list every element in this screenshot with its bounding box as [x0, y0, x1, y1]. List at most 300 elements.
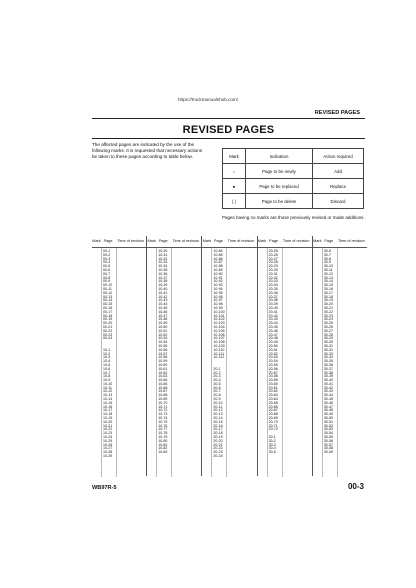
- page-entry: 10-62: [158, 370, 168, 375]
- page-entry: 00-6: [103, 267, 111, 272]
- page-entry: 20-3: [213, 374, 221, 379]
- page-entry: 10-39: [158, 283, 168, 288]
- page-entry: 20-4: [213, 378, 221, 383]
- page-entry: 20-20: [213, 438, 223, 443]
- mark-cell: [147, 248, 157, 477]
- page-entry: 10-80: [158, 438, 168, 443]
- legend-indication: Page to be newly: [246, 164, 313, 179]
- column-header: [147, 236, 201, 248]
- page-entry: 30-55: [323, 435, 334, 440]
- page-entry: 10-25: [103, 438, 113, 443]
- intro-paragraph: The affected pages are indicated by the use of the following marks. It is requested that necessary actions be taken to these pages according to table below.: [92, 142, 203, 160]
- page-entry: 10-43: [158, 298, 168, 303]
- header-rule: [92, 118, 365, 119]
- page-entry: 30-44: [323, 393, 334, 398]
- page-entry: 10-20: [103, 419, 113, 424]
- page-cell: [268, 248, 283, 477]
- page-entry: 10-21: [103, 423, 113, 428]
- page-entry: 20-24: [213, 454, 223, 459]
- page-entry: 10-45: [158, 305, 168, 310]
- page-entry: 10-37: [158, 275, 168, 280]
- page-entry: 20-47: [268, 332, 278, 337]
- page-entry: 00-5: [103, 264, 111, 269]
- page-entry: 10-94: [213, 286, 223, 291]
- page-entry: 20-12: [213, 408, 223, 413]
- page-entry: 30-34: [323, 355, 334, 360]
- page-entry: 10-5: [103, 362, 111, 367]
- page-entry: 10-36: [158, 271, 168, 276]
- page-entry: 20-41: [268, 309, 278, 314]
- page-entry: 20-34: [268, 283, 278, 288]
- page-entry: 10-84: [213, 249, 223, 253]
- page-entry: 30-24: [323, 317, 334, 322]
- legend-indication: Page to be replaced: [246, 179, 313, 194]
- source-url: https://truckmanualshub.com/: [177, 97, 238, 102]
- page-entry: 10-49: [158, 321, 168, 326]
- header-time: Time of revision: [338, 238, 365, 243]
- page-entry: 10-110: [213, 347, 225, 352]
- page-entry: 30-14: [323, 279, 334, 284]
- page-entry: 10-35: [158, 267, 168, 272]
- header-time: Time of revision: [117, 238, 144, 243]
- page-entry: 30-1: [268, 435, 276, 440]
- page-entry: 10-55: [158, 343, 168, 348]
- page-entry: 30-10: [323, 264, 334, 269]
- page-entry: 10-41: [158, 290, 168, 295]
- column-header: [202, 236, 256, 248]
- page-entry: 20-43: [268, 317, 278, 322]
- page-entry: 10-74: [158, 416, 168, 421]
- page-entry: 10-53: [158, 336, 168, 341]
- time-cell: [117, 248, 146, 477]
- page-entry: 20-13: [213, 412, 223, 417]
- page-entry: 30-13: [323, 275, 334, 280]
- page-entry: 30-58: [323, 446, 334, 451]
- page-entry: 10-91: [213, 275, 223, 280]
- page-entry: 20-53: [268, 355, 278, 360]
- page-entry: 20-26: [268, 252, 278, 257]
- page-entry: 10-19: [103, 416, 113, 421]
- page-entry: 30-27: [323, 328, 334, 333]
- page-entry: 20-40: [268, 305, 278, 310]
- time-cell: [338, 248, 367, 477]
- page-entry: 20-54: [268, 359, 278, 364]
- page-entry: 00-11: [103, 286, 112, 291]
- page-entry: 10-108: [213, 340, 225, 345]
- page-entry: 10-71: [158, 404, 168, 409]
- page-entry: 10-18: [103, 412, 113, 417]
- page-entry: 10-33: [158, 260, 168, 265]
- page-entry: 20-49: [268, 340, 278, 345]
- page-entry: 20-61: [268, 385, 278, 390]
- page-entry: 10-10: [103, 381, 113, 386]
- time-cell: [283, 248, 312, 477]
- page-entry: 30-9: [323, 260, 332, 265]
- page-entry: 30-42: [323, 385, 334, 390]
- page-entry: 30-5: [268, 450, 276, 455]
- legend-action: Add: [313, 164, 364, 179]
- page-entry: 10-83: [158, 450, 168, 455]
- header-page: Page: [269, 238, 279, 243]
- page-entry: 10-89: [213, 267, 223, 272]
- page-entry: 20-32: [268, 275, 278, 280]
- page-entry: 10-82: [158, 446, 168, 451]
- page-entry: 20-68: [268, 412, 278, 417]
- page-entry: 10-44: [158, 302, 168, 307]
- page-entry: 10-14: [103, 397, 113, 402]
- page-cell: [323, 248, 338, 477]
- header-page: Page: [158, 238, 168, 243]
- page-entry: 10-73: [158, 412, 168, 417]
- page-entry: 10-15: [103, 400, 113, 405]
- page-entry: 10-30: [158, 249, 168, 253]
- page-entry: 20-70: [268, 419, 278, 424]
- legend-action: Replace: [313, 179, 364, 194]
- page-entry: 10-50: [158, 324, 168, 329]
- page-entry: 10-38: [158, 279, 168, 284]
- page-entry: 20-38: [268, 298, 278, 303]
- page-entry: 30-51: [323, 419, 334, 424]
- page-entry: 20-27: [268, 256, 278, 261]
- page-entry: 30-12: [323, 271, 334, 276]
- page-entry: 30-29: [323, 336, 334, 341]
- page-entry: 20-11: [213, 404, 223, 409]
- legend-header-row: [223, 149, 364, 164]
- page-entry: 10-1: [103, 347, 111, 352]
- legend-row: [223, 194, 364, 209]
- page-entry: 20-69: [268, 416, 278, 421]
- hollow-circle-icon: ○: [223, 164, 246, 179]
- revision-table: [92, 236, 367, 476]
- page-entry: 30-56: [323, 438, 334, 443]
- page-entry: 20-62: [268, 389, 278, 394]
- page-entry: 20-60: [268, 381, 278, 386]
- page-entry: 30-22: [323, 309, 334, 314]
- page-entry: 10-70: [158, 400, 168, 405]
- page-entry: 10-98: [213, 302, 223, 307]
- page-entry: 30-2: [268, 438, 276, 443]
- page-entry: 30-47: [323, 404, 334, 409]
- mark-cell: [202, 248, 212, 477]
- page-entry: 30-39: [323, 374, 334, 379]
- page-entry: 20-50: [268, 343, 278, 348]
- revision-column: [146, 236, 201, 476]
- page-entry: 30-36: [323, 362, 334, 367]
- page-cell: [157, 248, 172, 477]
- page-entry: 00-23: [103, 332, 113, 337]
- page-entry: 10-97: [213, 298, 223, 303]
- header-page: Page: [324, 238, 334, 243]
- page-entry: 10-61: [158, 366, 168, 371]
- page-entry: 20-72: [268, 427, 278, 432]
- page-entry: 10-88: [213, 264, 223, 269]
- page-entry: 20-56: [268, 366, 278, 371]
- header-time: Time of revision: [172, 238, 200, 243]
- page-entry: 10-32: [158, 256, 168, 261]
- page-entry: 10-52: [158, 332, 168, 337]
- page-entry: 20-55: [268, 362, 278, 367]
- page-entry: 20-58: [268, 374, 278, 379]
- page-entry: 10-90: [213, 271, 223, 276]
- column-header: [258, 236, 312, 248]
- page-entry: 30-59: [323, 450, 334, 455]
- page-entry: 10-40: [158, 286, 168, 291]
- page-entry: 00-15: [103, 302, 113, 307]
- page-entry: 00-19: [103, 317, 113, 322]
- time-cell: [227, 248, 256, 477]
- page-entry: 10-65: [158, 381, 168, 386]
- page-entry: 30-50: [323, 416, 334, 421]
- page-entry: 30-38: [323, 370, 334, 375]
- page-entry: 30-11: [323, 267, 333, 272]
- page-entry: 10-42: [158, 294, 168, 299]
- column-header: [92, 236, 146, 248]
- page-entry: 10-72: [158, 408, 168, 413]
- mark-cell: [313, 248, 323, 477]
- page-entry: 30-35: [323, 359, 334, 364]
- page-entry: 10-96: [213, 294, 223, 299]
- page-entry: 10-66: [158, 385, 168, 390]
- page-entry: 10-34: [158, 264, 168, 269]
- page-entry: 20-10: [213, 400, 223, 405]
- page-entry: 10-112: [213, 355, 225, 360]
- page-entry: 00-18: [103, 313, 113, 318]
- header-time: Time of revision: [282, 238, 310, 243]
- page-entry: 20-15: [213, 419, 223, 424]
- legend-row: [223, 179, 364, 194]
- page-entry: 10-48: [158, 317, 168, 322]
- page-entry: 20-64: [268, 397, 278, 402]
- page-entry: 10-6: [103, 366, 111, 371]
- filled-circle-icon: ●: [223, 179, 246, 194]
- page-entry: 10-8: [103, 374, 111, 379]
- page-entry: 30-17: [323, 290, 334, 295]
- page-entry: 10-81: [158, 442, 168, 447]
- page-entry: 10-102: [213, 317, 225, 322]
- page-entry: 10-64: [158, 378, 168, 383]
- column-header: [313, 236, 367, 248]
- revision-column: [92, 236, 146, 476]
- page-entry: 00-2: [103, 252, 111, 257]
- page-entry: 30-40: [323, 378, 334, 383]
- page-entry: 20-6: [213, 385, 221, 390]
- page-entry: 20-33: [268, 279, 278, 284]
- page-entry: 20-5: [213, 381, 221, 386]
- page-entry: 10-87: [213, 260, 223, 265]
- page-entry: 30-25: [323, 321, 334, 326]
- page-entry: 20-46: [268, 328, 278, 333]
- page-entry: 30-8: [323, 256, 332, 261]
- page-entry: 10-75: [158, 419, 168, 424]
- page-entry: 10-11: [103, 385, 112, 390]
- header-mark: Mark: [313, 238, 322, 243]
- page-entry: 20-51: [268, 347, 278, 352]
- page-entry: 10-63: [158, 374, 168, 379]
- header-mark: Mark: [202, 238, 212, 243]
- page-entry: 10-101: [213, 313, 225, 318]
- page-entry: 00-17: [103, 309, 113, 314]
- page-entry: 20-45: [268, 324, 278, 329]
- page-entry: 30-45: [323, 397, 334, 402]
- page-entry: 10-3: [103, 355, 111, 360]
- page-entry: 20-35: [268, 286, 278, 291]
- page-entry: 20-19: [213, 435, 223, 440]
- page-entry: 00-9: [103, 279, 111, 284]
- page-entry: 10-68: [158, 393, 168, 398]
- page-entry: 10-22: [103, 427, 113, 432]
- page-entry: 10-109: [213, 343, 225, 348]
- page-entry: 10-107: [213, 336, 225, 341]
- legend-table: [222, 148, 364, 209]
- page-entry: 30-23: [323, 313, 334, 318]
- page-entry: 20-65: [268, 400, 278, 405]
- page-entry: 20-48: [268, 336, 278, 341]
- revision-column: [312, 236, 367, 476]
- page-entry: 30-16: [323, 286, 334, 291]
- page-entry: 30-7: [323, 252, 332, 257]
- page-entry: 10-99: [213, 305, 223, 310]
- page-entry: 10-12: [103, 389, 113, 394]
- page-entry: 00-3: [103, 256, 111, 261]
- page-entry: 10-2: [103, 351, 111, 356]
- running-header: REVISED PAGES: [314, 110, 360, 116]
- page-entry: 20-44: [268, 321, 278, 326]
- header-time: Time of revision: [227, 238, 255, 243]
- page-entry: 30-3: [268, 442, 276, 447]
- page-entry: 10-16: [103, 404, 113, 409]
- page-entry: 20-2: [213, 370, 221, 375]
- page-entry: 30-4: [268, 446, 276, 451]
- page-entry: 30-18: [323, 294, 334, 299]
- page-entry: 10-95: [213, 290, 223, 295]
- page-entry: 20-22: [213, 446, 223, 451]
- page-entry: 00-12: [103, 290, 113, 295]
- page-entry: 10-69: [158, 397, 168, 402]
- model-number: WB97R-5: [92, 485, 117, 491]
- page-entry: 20-67: [268, 408, 278, 413]
- page-entry: 10-92: [213, 279, 223, 284]
- legend-action: Discard: [313, 194, 364, 209]
- page-entry: 20-71: [268, 423, 278, 428]
- page-entry: 10-47: [158, 313, 168, 318]
- page-entry: 20-63: [268, 393, 278, 398]
- page-entry: 20-66: [268, 404, 278, 409]
- page-entry: 00-16: [103, 305, 113, 310]
- header-mark: Mark: [92, 238, 101, 243]
- page-entry: 10-57: [158, 351, 168, 356]
- page-entry: 10-100: [213, 309, 225, 314]
- title-rule: [92, 138, 365, 139]
- page-entry: 10-27: [103, 446, 113, 451]
- page-entry: 20-42: [268, 313, 278, 318]
- page-cell: [212, 248, 227, 477]
- page-entry: 10-106: [213, 332, 225, 337]
- page-entry: 10-104: [213, 324, 225, 329]
- page-cell: [102, 248, 117, 477]
- page-entry: 10-85: [213, 252, 223, 257]
- page-entry: 00-8: [103, 275, 111, 280]
- page-entry: 20-21: [213, 442, 223, 447]
- page-entry: 30-41: [323, 381, 334, 386]
- page-entry: 10-46: [158, 309, 168, 314]
- page-entry: 10-76: [158, 423, 168, 428]
- page-entry: 20-28: [268, 260, 278, 265]
- page-entry: 20-8: [213, 393, 221, 398]
- page-entry: 10-13: [103, 393, 113, 398]
- page-entry: 00-1: [103, 249, 111, 253]
- page-entry: 10-4: [103, 359, 111, 364]
- mark-cell: [258, 248, 268, 477]
- header-page: Page: [103, 238, 113, 243]
- page-entry: 30-6: [323, 249, 332, 253]
- page-entry: 30-48: [323, 408, 334, 413]
- revision-column: [257, 236, 312, 476]
- page-entry: 10-77: [158, 427, 168, 432]
- page-number: 00-3: [347, 482, 364, 491]
- page-entry: 30-43: [323, 389, 334, 394]
- mark-cell: [92, 248, 102, 477]
- page-entry: 20-52: [268, 351, 278, 356]
- legend-header-mark: Mark: [223, 149, 246, 164]
- page-entry: 10-58: [158, 355, 168, 360]
- page-entry: 20-9: [213, 397, 221, 402]
- page-entry: 30-28: [323, 332, 334, 337]
- page-entry: 30-30: [323, 340, 334, 345]
- page-entry: 10-26: [103, 442, 113, 447]
- page-entry: 20-16: [213, 423, 223, 428]
- page-entry: 20-7: [213, 389, 221, 394]
- header-page: Page: [213, 238, 223, 243]
- page-entry: 10-78: [158, 431, 168, 436]
- page-entry: 20-30: [268, 267, 278, 272]
- page-entry: 20-17: [213, 427, 223, 432]
- page-entry: 00-22: [103, 328, 113, 333]
- page-entry: 00-13: [103, 294, 113, 299]
- page-entry: 30-46: [323, 400, 334, 405]
- page-entry: 10-105: [213, 328, 225, 333]
- page-entry: 20-25: [268, 249, 278, 253]
- page-entry: 30-54: [323, 431, 334, 436]
- page-entry: 30-21: [323, 305, 334, 310]
- page-entry: 10-59: [158, 359, 168, 364]
- page-entry: 10-86: [213, 256, 223, 261]
- page-title: REVISED PAGES: [182, 124, 275, 136]
- page-entry: 10-7: [103, 370, 111, 375]
- page-entry: 30-33: [323, 351, 334, 356]
- page-entry: 00-4: [103, 260, 111, 265]
- legend-indication: Page to be delete: [246, 194, 313, 209]
- parentheses-mark: ( ): [223, 194, 246, 209]
- page-entry: 30-19: [323, 298, 334, 303]
- page-entry: 20-18: [213, 431, 223, 436]
- page-entry: 30-26: [323, 324, 334, 329]
- page-entry: 10-9: [103, 378, 111, 383]
- legend-header-action: Action required: [313, 149, 364, 164]
- page-entry: 10-54: [158, 340, 168, 345]
- legend-header-indication: Indication: [246, 149, 313, 164]
- header-mark: Mark: [257, 238, 267, 243]
- page-entry: 30-15: [323, 283, 334, 288]
- page-entry: 20-14: [213, 416, 223, 421]
- page-entry: 20-31: [268, 271, 278, 276]
- revision-column: [201, 236, 256, 476]
- page-entry: 30-32: [323, 347, 334, 352]
- page-entry: 10-24: [103, 435, 113, 440]
- page-entry: 30-37: [323, 366, 334, 371]
- page-entry: 10-67: [158, 389, 168, 394]
- page-entry: 30-53: [323, 427, 334, 432]
- page-entry: 00-21: [103, 324, 113, 329]
